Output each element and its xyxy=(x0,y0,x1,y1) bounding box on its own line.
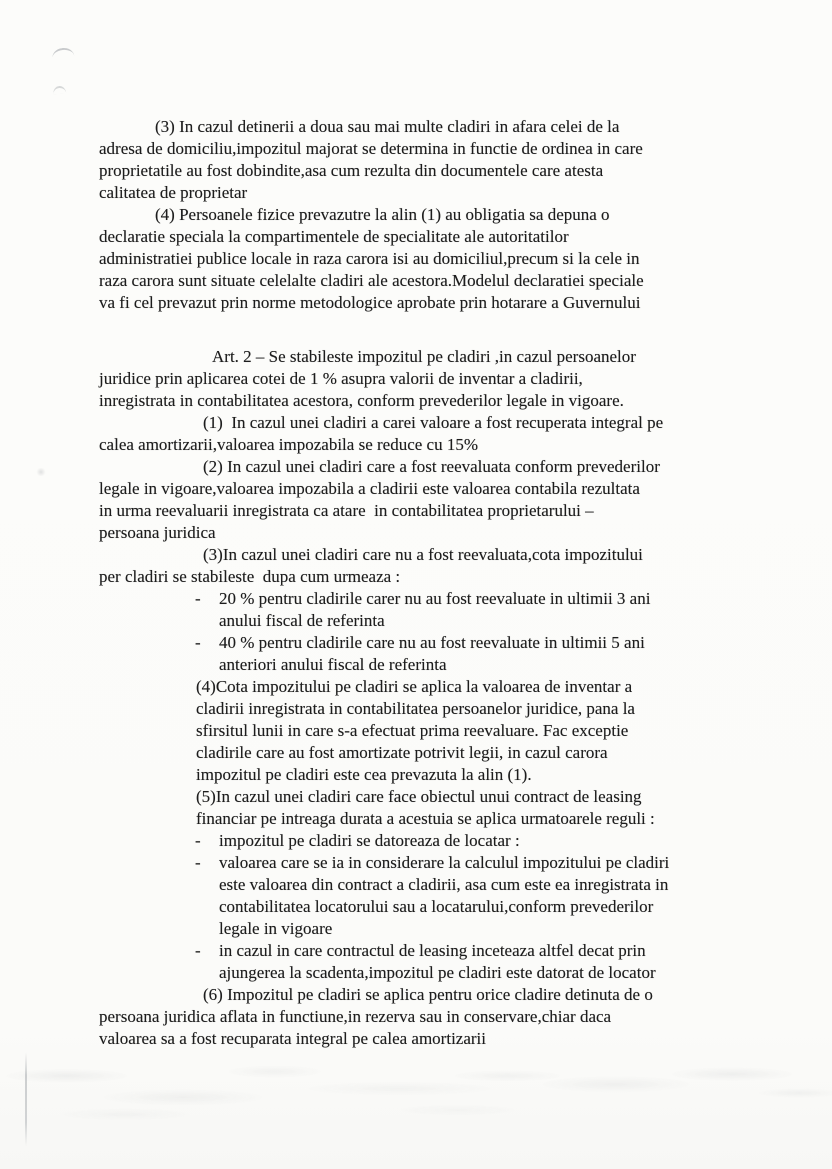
text-line: per cladiri se stabileste dupa cum urmeaza : xyxy=(99,567,401,586)
list-item-cota-20 xyxy=(99,588,775,632)
text-line: adresa de domiciliu,impozitul majorat se determina in functie de ordinea in care xyxy=(99,139,643,158)
text-line: contabilitatea locatorului sau a locatarului,conform prevederilor xyxy=(219,897,654,916)
text-line: calitatea de proprietar xyxy=(99,183,248,202)
text-line: valoarea sa a fost recuparata integral pe calea amortizarii xyxy=(99,1029,486,1048)
scan-smudge-dash xyxy=(53,86,67,95)
text-line: anului fiscal de referinta xyxy=(219,611,385,630)
text-line: in urma reevaluarii inregistrata ca atare in contabilitatea proprietarului – xyxy=(99,501,594,520)
text-line: declaratie speciala la compartimentele de specialitate ale autoritatilor xyxy=(99,227,569,246)
para-art2-alin-1 xyxy=(99,412,775,456)
list-item-valoarea xyxy=(99,852,775,940)
text-line: cladirile care au fost amortizate potrivit legii, in cazul carora xyxy=(196,743,608,762)
text-line: legale in vigoare,valoarea impozabila a cladirii este valoarea contabila rezultata xyxy=(99,479,640,498)
text-line: ajungerea la scadenta,impozitul pe cladiri este datorat de locator xyxy=(219,963,656,982)
list-item-cota-40 xyxy=(99,632,775,676)
para-art2-alin-2 xyxy=(99,456,775,544)
text-line: 40 % pentru cladirile care nu au fost reevaluate in ultimii 5 ani xyxy=(219,633,645,652)
text-line: raza carora sunt situate celelalte cladiri ale acestora.Modelul declaratiei speciale xyxy=(99,271,644,290)
scan-noise-band xyxy=(0,1050,832,1136)
text-line: (1) In cazul unei cladiri a carei valoare a fost recuperata integral pe xyxy=(203,413,664,432)
list-dash: - xyxy=(195,941,201,960)
text-line: (3) In cazul detinerii a doua sau mai multe cladiri in afara celei de la xyxy=(155,117,620,136)
list-dash: - xyxy=(195,831,201,850)
text-line: (6) Impozitul pe cladiri se aplica pentru orice cladire detinuta de o xyxy=(203,985,653,1004)
para-art2-alin-5 xyxy=(99,786,775,830)
document-text xyxy=(99,116,775,1050)
text-line: inregistrata in contabilitatea acestora, conform prevederilor legale in vigoare. xyxy=(99,391,624,410)
text-line: financiar pe intreaga durata a acestuia se aplica urmatoarele reguli : xyxy=(196,809,655,828)
text-line: cladirii inregistrata in contabilitatea persoanelor juridice, pana la xyxy=(196,699,635,718)
scan-smudge-tilde xyxy=(51,47,74,60)
spacer xyxy=(99,314,775,346)
text-line: legale in vigoare xyxy=(219,919,333,938)
text-line: in cazul in care contractul de leasing inceteaza altfel decat prin xyxy=(219,941,646,960)
scan-speck xyxy=(36,468,46,476)
text-line: proprietatile au fost dobindite,asa cum rezulta din documentele care atesta xyxy=(99,161,604,180)
para-art2-alin-3 xyxy=(99,544,775,588)
para-alin-4 xyxy=(99,204,775,314)
list-dash: - xyxy=(195,589,201,608)
text-line: (5)In cazul unei cladiri care face obiectul unui contract de leasing xyxy=(196,787,642,806)
text-line: valoarea care se ia in considerare la calculul impozitului pe cladiri xyxy=(219,853,670,872)
list-dash: - xyxy=(195,633,201,652)
para-art-2 xyxy=(99,346,775,412)
text-line: 20 % pentru cladirile carer nu au fost reevaluate in ultimii 3 ani xyxy=(219,589,651,608)
scan-edge-line xyxy=(25,1052,27,1146)
text-line: sfirsitul lunii in care s-a efectuat prima reevaluare. Fac exceptie xyxy=(196,721,629,740)
list-dash: - xyxy=(195,853,201,872)
text-line: anteriori anului fiscal de referinta xyxy=(219,655,447,674)
text-line: Art. 2 – Se stabileste impozitul pe cladiri ,in cazul persoanelor xyxy=(212,347,636,366)
para-art2-alin-4 xyxy=(99,676,775,786)
list-item-leasing-incetare xyxy=(99,940,775,984)
list-item-locatar xyxy=(99,830,775,852)
text-line: (3)In cazul unei cladiri care nu a fost reevaluata,cota impozitului xyxy=(203,545,643,564)
text-line: administratiei publice locale in raza carora isi au domiciliul,precum si la cele in xyxy=(99,249,640,268)
para-art2-alin-6 xyxy=(99,984,775,1050)
text-line: (4) Persoanele fizice prevazutre la alin (1) au obligatia sa depuna o xyxy=(155,205,610,224)
para-alin-3 xyxy=(99,116,775,204)
text-line: persoana juridica aflata in functiune,in rezerva sau in conservare,chiar daca xyxy=(99,1007,612,1026)
text-line: calea amortizarii,valoarea impozabila se reduce cu 15% xyxy=(99,435,478,454)
text-line: impozitul pe cladiri se datoreaza de locatar : xyxy=(219,831,520,850)
text-line: impozitul pe cladiri este cea prevazuta la alin (1). xyxy=(196,765,532,784)
text-line: juridice prin aplicarea cotei de 1 % asupra valorii de inventar a cladirii, xyxy=(99,369,583,388)
text-line: persoana juridica xyxy=(99,523,216,542)
text-line: este valoarea din contract a cladirii, asa cum este ea inregistrata in xyxy=(219,875,669,894)
text-line: (4)Cota impozitului pe cladiri se aplica la valoarea de inventar a xyxy=(196,677,633,696)
text-line: va fi cel prevazut prin norme metodologice aprobate prin hotarare a Guvernului xyxy=(99,293,641,312)
text-line: (2) In cazul unei cladiri care a fost reevaluata conform prevederilor xyxy=(203,457,660,476)
